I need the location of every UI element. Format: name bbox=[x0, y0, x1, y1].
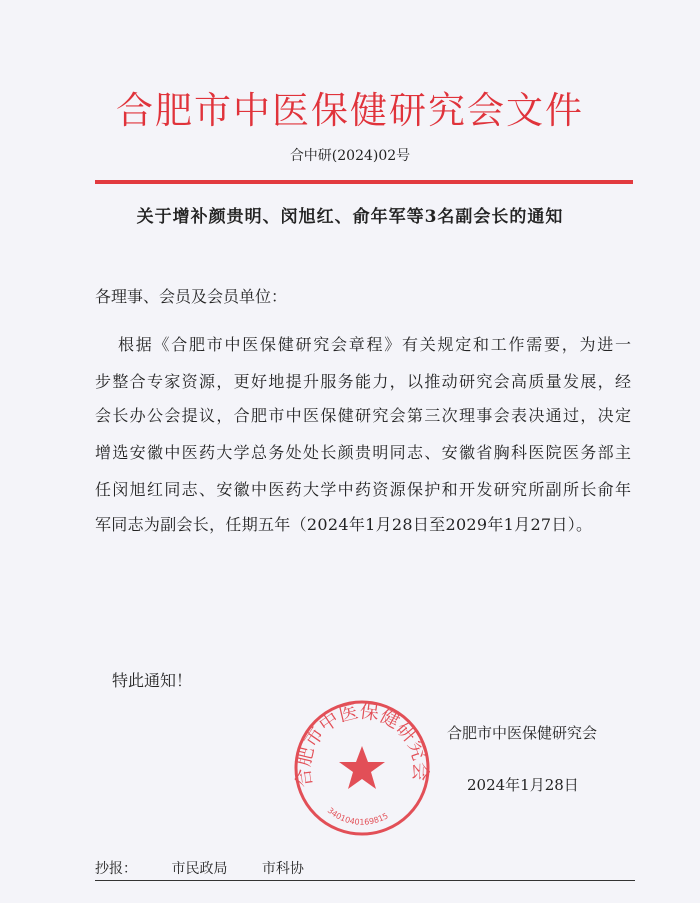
document-number: 合中研(2024)02号 bbox=[289, 148, 411, 164]
seal-number: 3401040169815 bbox=[325, 805, 390, 827]
body-line: 军同志为副会长，任期五年（2024年1月28日至2029年1月27日）。 bbox=[95, 515, 593, 534]
closing: 特此通知！ bbox=[112, 671, 193, 690]
cc-recipient: 市民政局 bbox=[171, 861, 228, 877]
body-line: 增选安徽中医药大学总务处处长颜贵明同志、安徽省胸科医院医务部主 bbox=[95, 443, 631, 462]
org-title: 合肥市中医保健研究会文件 bbox=[116, 89, 584, 132]
salutation: 各理事、会员及会员单位： bbox=[95, 287, 288, 306]
body-line: 根据《合肥市中医保健研究会章程》有关规定和工作需要，为进一 bbox=[118, 335, 631, 354]
body-line: 步整合专家资源，更好地提升服务能力，以推动研究会高质量发展，经 bbox=[95, 372, 631, 391]
signature-date: 2024年1月28日 bbox=[467, 776, 579, 794]
red-divider bbox=[95, 180, 633, 184]
svg-text:3401040169815 bbox=[326, 806, 390, 827]
cc-label: 抄报： bbox=[95, 861, 137, 877]
cc-recipient: 市科协 bbox=[261, 861, 304, 877]
signature-org: 合肥市中医保健研究会 bbox=[447, 724, 598, 742]
body-line: 会长办公会提议，合肥市中医保健研究会第三次理事会表决通过，决定 bbox=[95, 406, 631, 425]
cc-divider bbox=[95, 880, 635, 881]
notice-title: 关于增补颜贵明、闵旭红、俞年军等3名副会长的通知 bbox=[136, 207, 564, 227]
official-seal bbox=[292, 698, 432, 838]
seal-text: 合肥市中医保健研究会 bbox=[292, 700, 432, 789]
cc-line bbox=[95, 858, 334, 878]
body-line: 任闵旭红同志、安徽中医药大学中药资源保护和开发研究所副所长俞年 bbox=[95, 480, 631, 499]
